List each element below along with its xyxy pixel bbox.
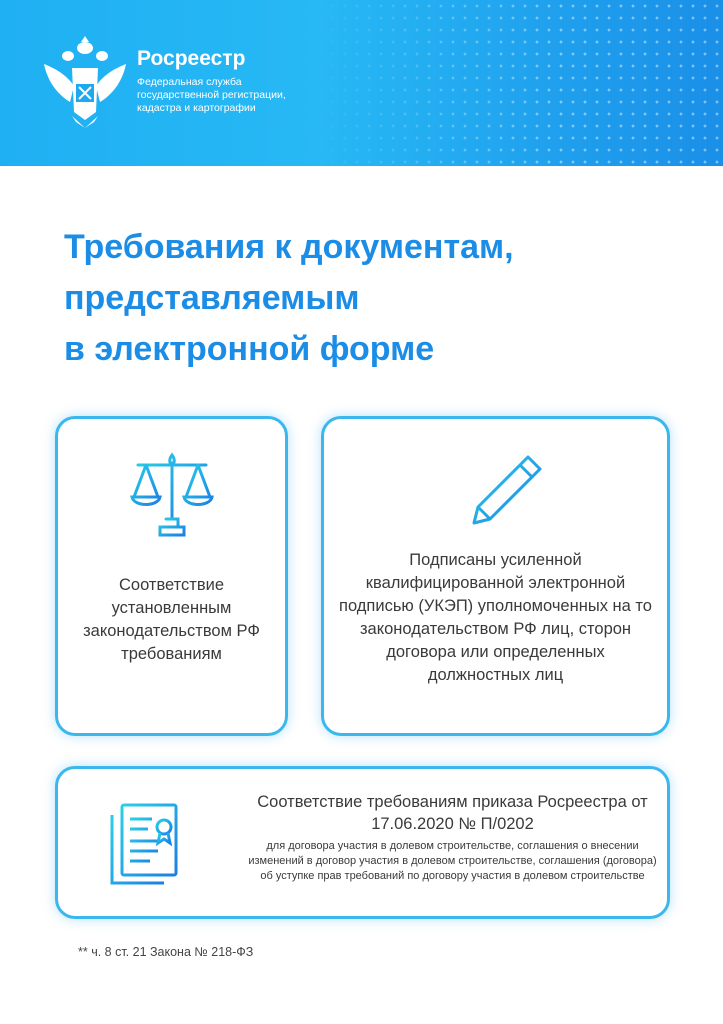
card-text: для договора участия в долевом строительстве, соглашения о внесении изменений в договор участия в долевом строительстве, соглашения (договора) об уступке прав требований по договору участия в долевом строительстве — [248, 840, 657, 882]
title-line: Требования к документам, — [64, 228, 514, 266]
title-line: в электронной форме — [64, 330, 435, 368]
card-text: Соответствие установленным законодательством РФ требованиям — [83, 576, 260, 663]
subtitle-line: государственной регистрации, — [137, 89, 286, 101]
pen-icon — [464, 449, 548, 529]
eagle-emblem-logo — [42, 34, 128, 130]
card-signature — [321, 416, 670, 736]
certificate-document-icon — [108, 801, 184, 887]
scales-icon — [130, 449, 214, 537]
card-order-requirements — [55, 766, 670, 919]
card-legal-compliance — [55, 416, 288, 736]
card-text: Подписаны усиленной квалифицированной электронной подписью (УКЭП) уполномоченных на то законодательством РФ лиц, сторон договора или определенных должностных лиц — [339, 551, 652, 684]
subtitle-line: Федеральная служба — [137, 76, 242, 88]
binary-pattern — [303, 0, 723, 166]
brand-subtitle — [137, 76, 286, 115]
subtitle-line: кадастра и картографии — [137, 102, 256, 114]
card-heading: Соответствие требованиям приказа Росреестра от 17.06.2020 № П/0202 — [257, 793, 648, 833]
title-line: представляемым — [64, 279, 360, 317]
page-title — [64, 222, 514, 375]
footnote: ** ч. 8 ст. 21 Закона № 218-ФЗ — [78, 945, 254, 959]
brand-name: Росреестр — [137, 47, 246, 70]
header-banner — [0, 0, 723, 166]
